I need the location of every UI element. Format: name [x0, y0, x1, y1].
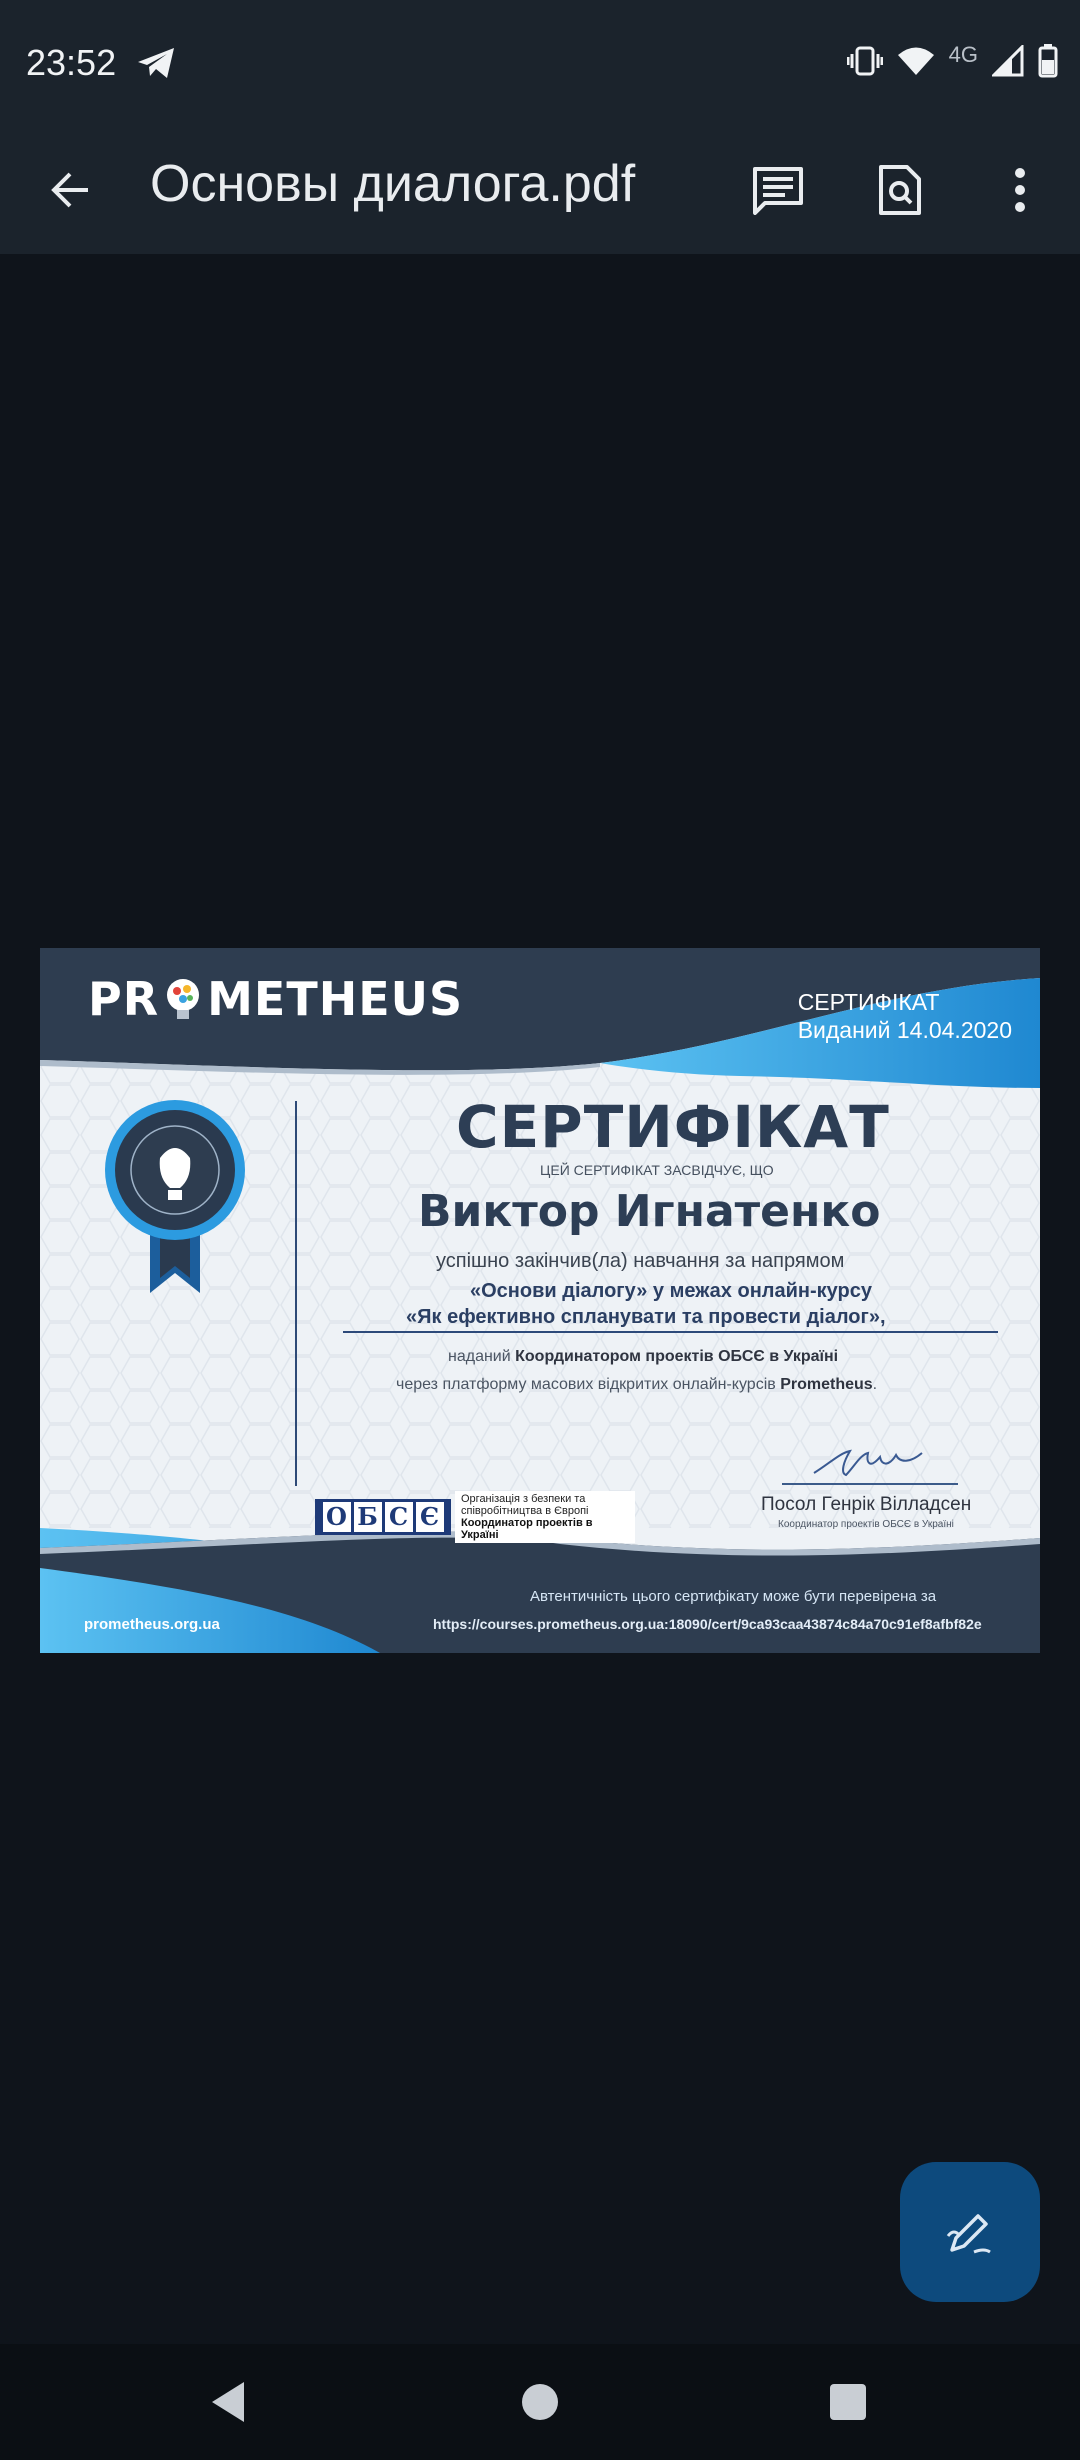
comments-button[interactable] [746, 158, 810, 222]
edit-pen-icon [944, 2206, 996, 2258]
medal-icon [100, 1098, 250, 1298]
document-title: Основы диалога.pdf [150, 155, 636, 213]
course-underline [343, 1331, 998, 1333]
certificate-title: СЕРТИФІКАТ [456, 1093, 890, 1161]
nav-back-icon [208, 2380, 248, 2424]
signature-line [782, 1483, 958, 1485]
ambassador-role: Координатор проектів ОБСЄ в Україні [778, 1519, 954, 1530]
telegram-icon [136, 46, 176, 85]
status-icons [847, 41, 1058, 83]
find-in-page-icon [877, 163, 923, 217]
header-label: СЕРТИФІКАТ [797, 989, 940, 1015]
granted-by-text: наданий Координатором проектів ОБСЄ в Україні [448, 1348, 839, 1365]
recipient-name: Виктор Игнатенко [418, 1186, 881, 1237]
more-vert-icon [1012, 167, 1028, 213]
ambassador-name: Посол Генрік Вілладсен [761, 1494, 972, 1515]
osce-logo: О Б С Є Організація з безпеки та співробітництва в Європі Координатор проектів в Україні [315, 1499, 635, 1535]
certificate-subtitle: ЦЕЙ СЕРТИФІКАТ ЗАСВІДЧУЄ, ЩО [540, 1162, 774, 1178]
nav-recents-icon [829, 2383, 867, 2421]
status-bar [0, 0, 1080, 130]
course-line-2: «Як ефективно спланувати та провести діалог», [406, 1306, 886, 1328]
signal-icon [992, 45, 1024, 82]
more-options-button[interactable] [988, 158, 1052, 222]
platform-text: через платформу масових відкритих онлайн-курсів Prometheus. [396, 1376, 878, 1393]
navigation-bar [0, 2344, 1080, 2460]
edit-fab-button[interactable] [900, 2162, 1040, 2302]
comment-icon [751, 165, 805, 215]
bulb-logo-icon [161, 977, 205, 1021]
status-time: 23:52 [26, 42, 117, 83]
course-line-1: «Основи діалогу» у межах онлайн-курсу [470, 1280, 872, 1302]
authenticity-text: Автентичність цього сертифікату може бути перевірена за [530, 1588, 937, 1605]
certificate-header-info [798, 988, 1012, 1044]
battery-icon [1038, 44, 1058, 83]
back-button[interactable] [38, 158, 102, 222]
nav-home-icon [520, 2382, 560, 2422]
nav-home-button[interactable] [510, 2372, 570, 2432]
prometheus-logo: PR METHEUS [88, 972, 464, 1026]
find-in-page-button[interactable] [868, 158, 932, 222]
network-type: 4G [948, 41, 978, 67]
back-arrow-icon [48, 168, 92, 212]
issued-date: Виданий 14.04.2020 [797, 1017, 1012, 1043]
pdf-page[interactable] [40, 948, 1040, 1653]
app-bar [0, 130, 1080, 254]
completed-text: успішно закінчив(ла) навчання за напрямом [436, 1250, 845, 1272]
nav-recents-button[interactable] [818, 2372, 878, 2432]
signature [810, 1443, 930, 1483]
wifi-icon [897, 46, 935, 81]
authenticity-url[interactable]: https://courses.prometheus.org.ua:18090/cert/9ca93caa43874c84a70c91ef8afbf82e [433, 1616, 982, 1632]
site-link[interactable]: prometheus.org.ua [84, 1616, 220, 1633]
nav-back-button[interactable] [198, 2372, 258, 2432]
divider-line [295, 1101, 297, 1486]
vibrate-icon [847, 46, 883, 81]
